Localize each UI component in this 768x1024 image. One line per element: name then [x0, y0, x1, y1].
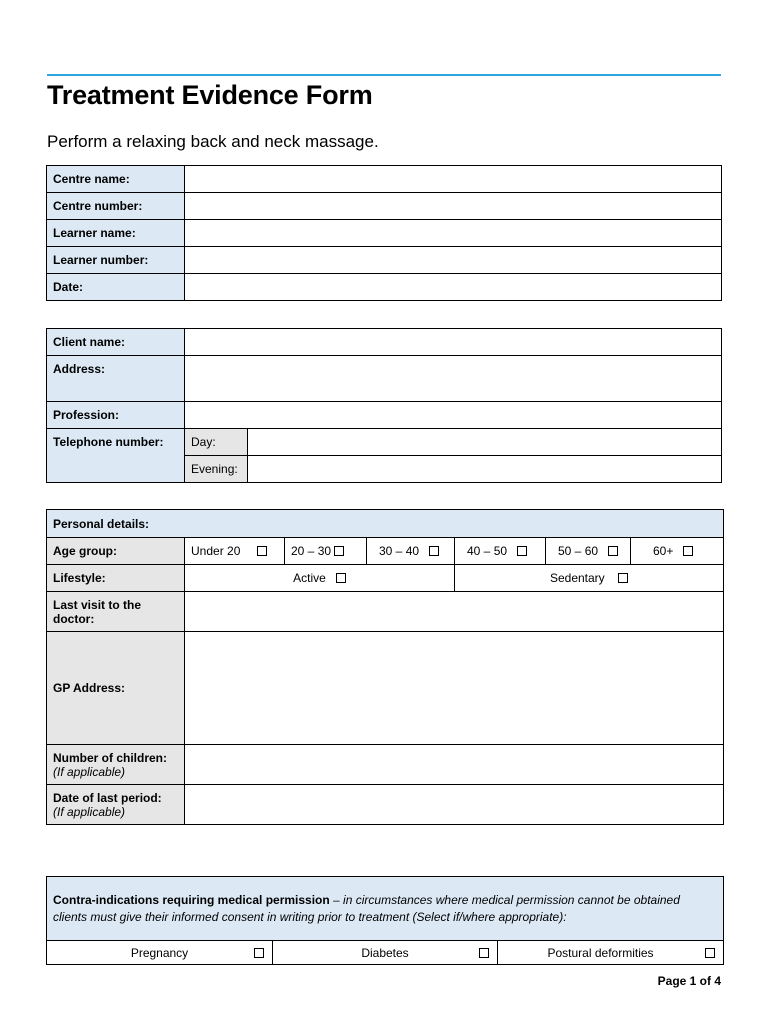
contra-header-note: – in circumstances where medical permission cannot be obtained clients must give their informed consent in writing prior to treatment (Select if/where appropriate): [53, 892, 680, 924]
title-rule [47, 74, 721, 76]
lifestyle-option-active[interactable] [185, 565, 455, 592]
learner-name-field[interactable] [185, 220, 722, 247]
centre-name-label: Centre name: [47, 166, 185, 193]
learner-number-field[interactable] [185, 247, 722, 274]
lifestyle-label: Lifestyle: [47, 565, 185, 592]
contra-indications-header [47, 877, 724, 941]
age-option-label: 30 – 40 [379, 544, 420, 558]
age-option-label: 40 – 50 [467, 544, 508, 558]
last-period-field[interactable] [185, 785, 724, 825]
age-option-20-30[interactable] [285, 538, 367, 565]
age-option-30-40[interactable] [367, 538, 455, 565]
age-option-60-plus[interactable] [631, 538, 724, 565]
last-period-label-text: Date of last period: [53, 790, 162, 805]
contra-indications-table [46, 876, 724, 965]
checkbox-icon[interactable] [517, 546, 527, 556]
telephone-label: Telephone number: [47, 429, 185, 483]
page-number: Page 1 of 4 [657, 974, 721, 988]
children-label [47, 745, 185, 785]
date-label: Date: [47, 274, 185, 301]
age-option-40-50[interactable] [455, 538, 546, 565]
checkbox-icon[interactable] [336, 573, 346, 583]
client-table [46, 328, 722, 483]
centre-number-field[interactable] [185, 193, 722, 220]
lifestyle-option-label: Sedentary [549, 571, 605, 585]
day-label: Day: [185, 429, 248, 456]
evening-label: Evening: [185, 456, 248, 483]
age-option-50-60[interactable] [546, 538, 631, 565]
checkbox-icon[interactable] [257, 546, 267, 556]
checkbox-icon[interactable] [618, 573, 628, 583]
last-period-note: (If applicable) [53, 804, 126, 819]
age-group-label: Age group: [47, 538, 185, 565]
checkbox-icon[interactable] [479, 948, 489, 958]
checkbox-icon[interactable] [608, 546, 618, 556]
contra-option-pregnancy[interactable] [47, 941, 273, 965]
profession-label: Profession: [47, 402, 185, 429]
gp-address-label: GP Address: [47, 632, 185, 745]
age-option-label: Under 20 [191, 544, 241, 558]
centre-name-field[interactable] [185, 166, 722, 193]
contra-option-label: Diabetes [361, 945, 409, 960]
last-visit-field[interactable] [185, 592, 724, 632]
lifestyle-option-sedentary[interactable] [455, 565, 724, 592]
checkbox-icon[interactable] [254, 948, 264, 958]
checkbox-icon[interactable] [334, 546, 344, 556]
page-title: Treatment Evidence Form [47, 80, 373, 110]
age-option-under-20[interactable] [185, 538, 285, 565]
last-period-label [47, 785, 185, 825]
address-label: Address: [47, 356, 185, 402]
contra-option-label: Pregnancy [130, 945, 189, 960]
contra-header-bold: Contra-indications requiring medical permission [53, 892, 330, 907]
children-label-text: Number of children: [53, 750, 168, 765]
contra-option-label: Postural deformities [547, 945, 654, 960]
profession-field[interactable] [185, 402, 722, 429]
client-name-field[interactable] [185, 329, 722, 356]
date-field[interactable] [185, 274, 722, 301]
centre-table [46, 165, 722, 301]
age-option-label: 20 – 30 [291, 544, 332, 558]
centre-number-label: Centre number: [47, 193, 185, 220]
age-option-label: 50 – 60 [558, 544, 599, 558]
contra-option-postural-deformities[interactable] [498, 941, 724, 965]
gp-address-field[interactable] [185, 632, 724, 745]
checkbox-icon[interactable] [705, 948, 715, 958]
evening-phone-field[interactable] [248, 456, 722, 483]
last-visit-label: Last visit to the doctor: [47, 592, 185, 632]
personal-details-header: Personal details: [47, 510, 724, 538]
checkbox-icon[interactable] [429, 546, 439, 556]
client-name-label: Client name: [47, 329, 185, 356]
learner-number-label: Learner number: [47, 247, 185, 274]
page-subtitle: Perform a relaxing back and neck massage. [47, 132, 379, 151]
contra-option-diabetes[interactable] [273, 941, 498, 965]
lifestyle-option-label: Active [293, 571, 326, 585]
checkbox-icon[interactable] [683, 546, 693, 556]
day-phone-field[interactable] [248, 429, 722, 456]
personal-details-table [46, 509, 724, 825]
children-note: (If applicable) [53, 764, 126, 779]
address-field[interactable] [185, 356, 722, 402]
children-field[interactable] [185, 745, 724, 785]
age-option-label: 60+ [653, 544, 674, 558]
learner-name-label: Learner name: [47, 220, 185, 247]
